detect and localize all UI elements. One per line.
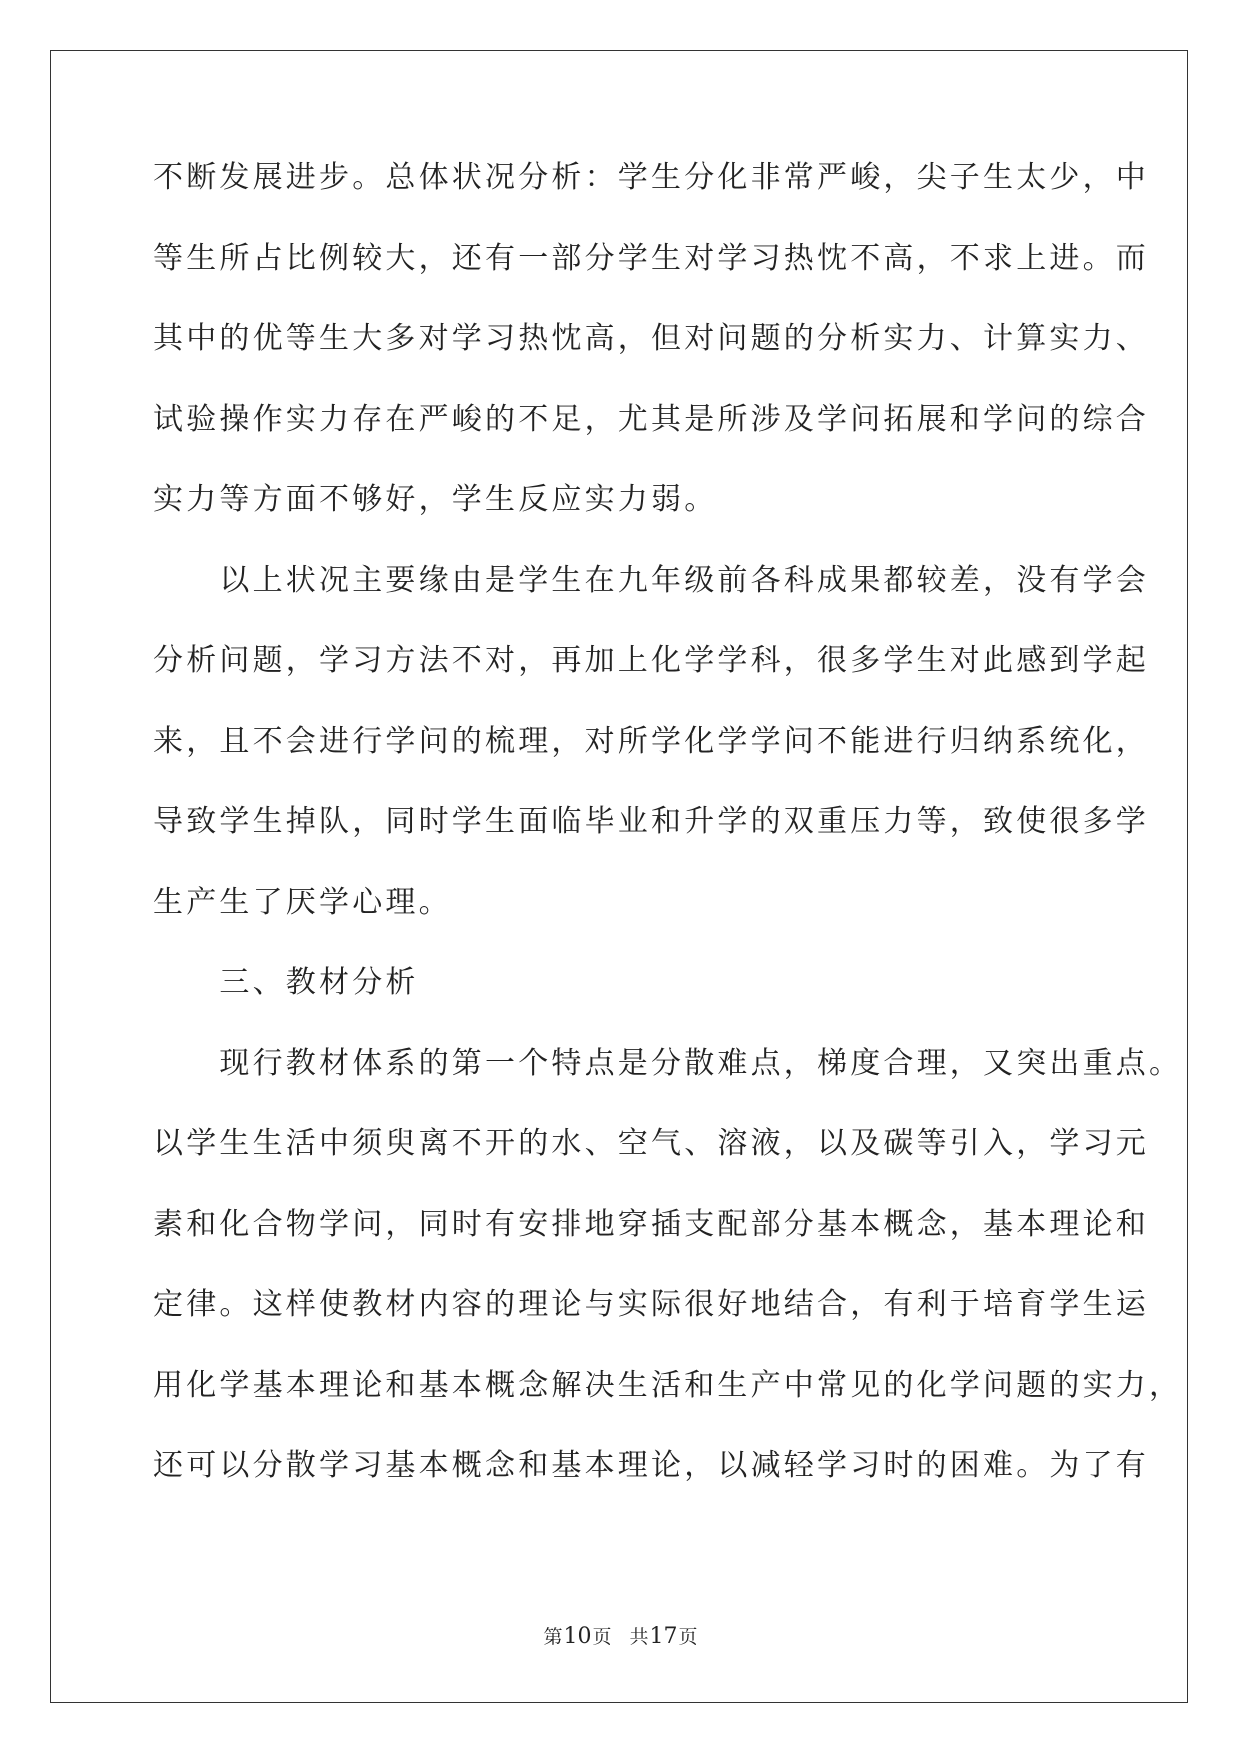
text-line: 还可以分散学习基本概念和基本理论，以减轻学习时的困难。为了有 bbox=[153, 1448, 1149, 1483]
page-number: 10 bbox=[563, 1624, 592, 1649]
text-line: 现行教材体系的第一个特点是分散难点，梯度合理，又突出重点。 bbox=[153, 1045, 1183, 1081]
text-line: 导致学生掉队，同时学生面临毕业和升学的双重压力等，致使很多学 bbox=[153, 804, 1149, 839]
text-line: 等生所占比例较大，还有一部分学生对学习热忱不高，不求上进。而 bbox=[153, 240, 1149, 276]
page-total: 17 bbox=[649, 1624, 678, 1649]
text-line: 素和化合物学问，同时有安排地穿插支配部分基本概念，基本理论和 bbox=[153, 1206, 1149, 1242]
text-line: 分析问题，学习方法不对，再加上化学学科，很多学生对此感到学起 bbox=[153, 643, 1149, 678]
text-line: 实力等方面不够好，学生反应实力弱。 bbox=[153, 482, 718, 517]
page-prefix: 第 bbox=[543, 1626, 563, 1648]
page-mid: 页 bbox=[592, 1626, 612, 1648]
text-line: 试验操作实力存在严峻的不足，尤其是所涉及学问拓展和学问的综合 bbox=[153, 401, 1149, 437]
text-line: 不断发展进步。总体状况分析：学生分化非常严峻，尖子生太少，中 bbox=[153, 160, 1149, 195]
total-prefix: 共 bbox=[629, 1626, 649, 1648]
text-line: 以学生生活中须臾离不开的水、空气、溶液，以及碳等引入，学习元 bbox=[153, 1126, 1149, 1161]
page-footer bbox=[0, 1622, 1241, 1649]
text-line: 定律。这样使教材内容的理论与实际很好地结合，有利于培育学生运 bbox=[153, 1287, 1149, 1322]
section-heading: 三、教材分析 bbox=[153, 965, 419, 1000]
text-line: 生产生了厌学心理。 bbox=[153, 884, 452, 920]
text-line: 其中的优等生大多对学习热忱高，但对问题的分析实力、计算实力、 bbox=[153, 321, 1149, 356]
document-body bbox=[153, 160, 1183, 1532]
total-suffix: 页 bbox=[678, 1626, 698, 1648]
text-line: 来，且不会进行学问的梳理，对所学化学学问不能进行归纳系统化， bbox=[153, 723, 1149, 759]
text-line: 用化学基本理论和基本概念解决生活和生产中常见的化学问题的实力， bbox=[153, 1367, 1183, 1403]
text-line: 以上状况主要缘由是学生在九年级前各科成果都较差，没有学会 bbox=[153, 562, 1149, 598]
